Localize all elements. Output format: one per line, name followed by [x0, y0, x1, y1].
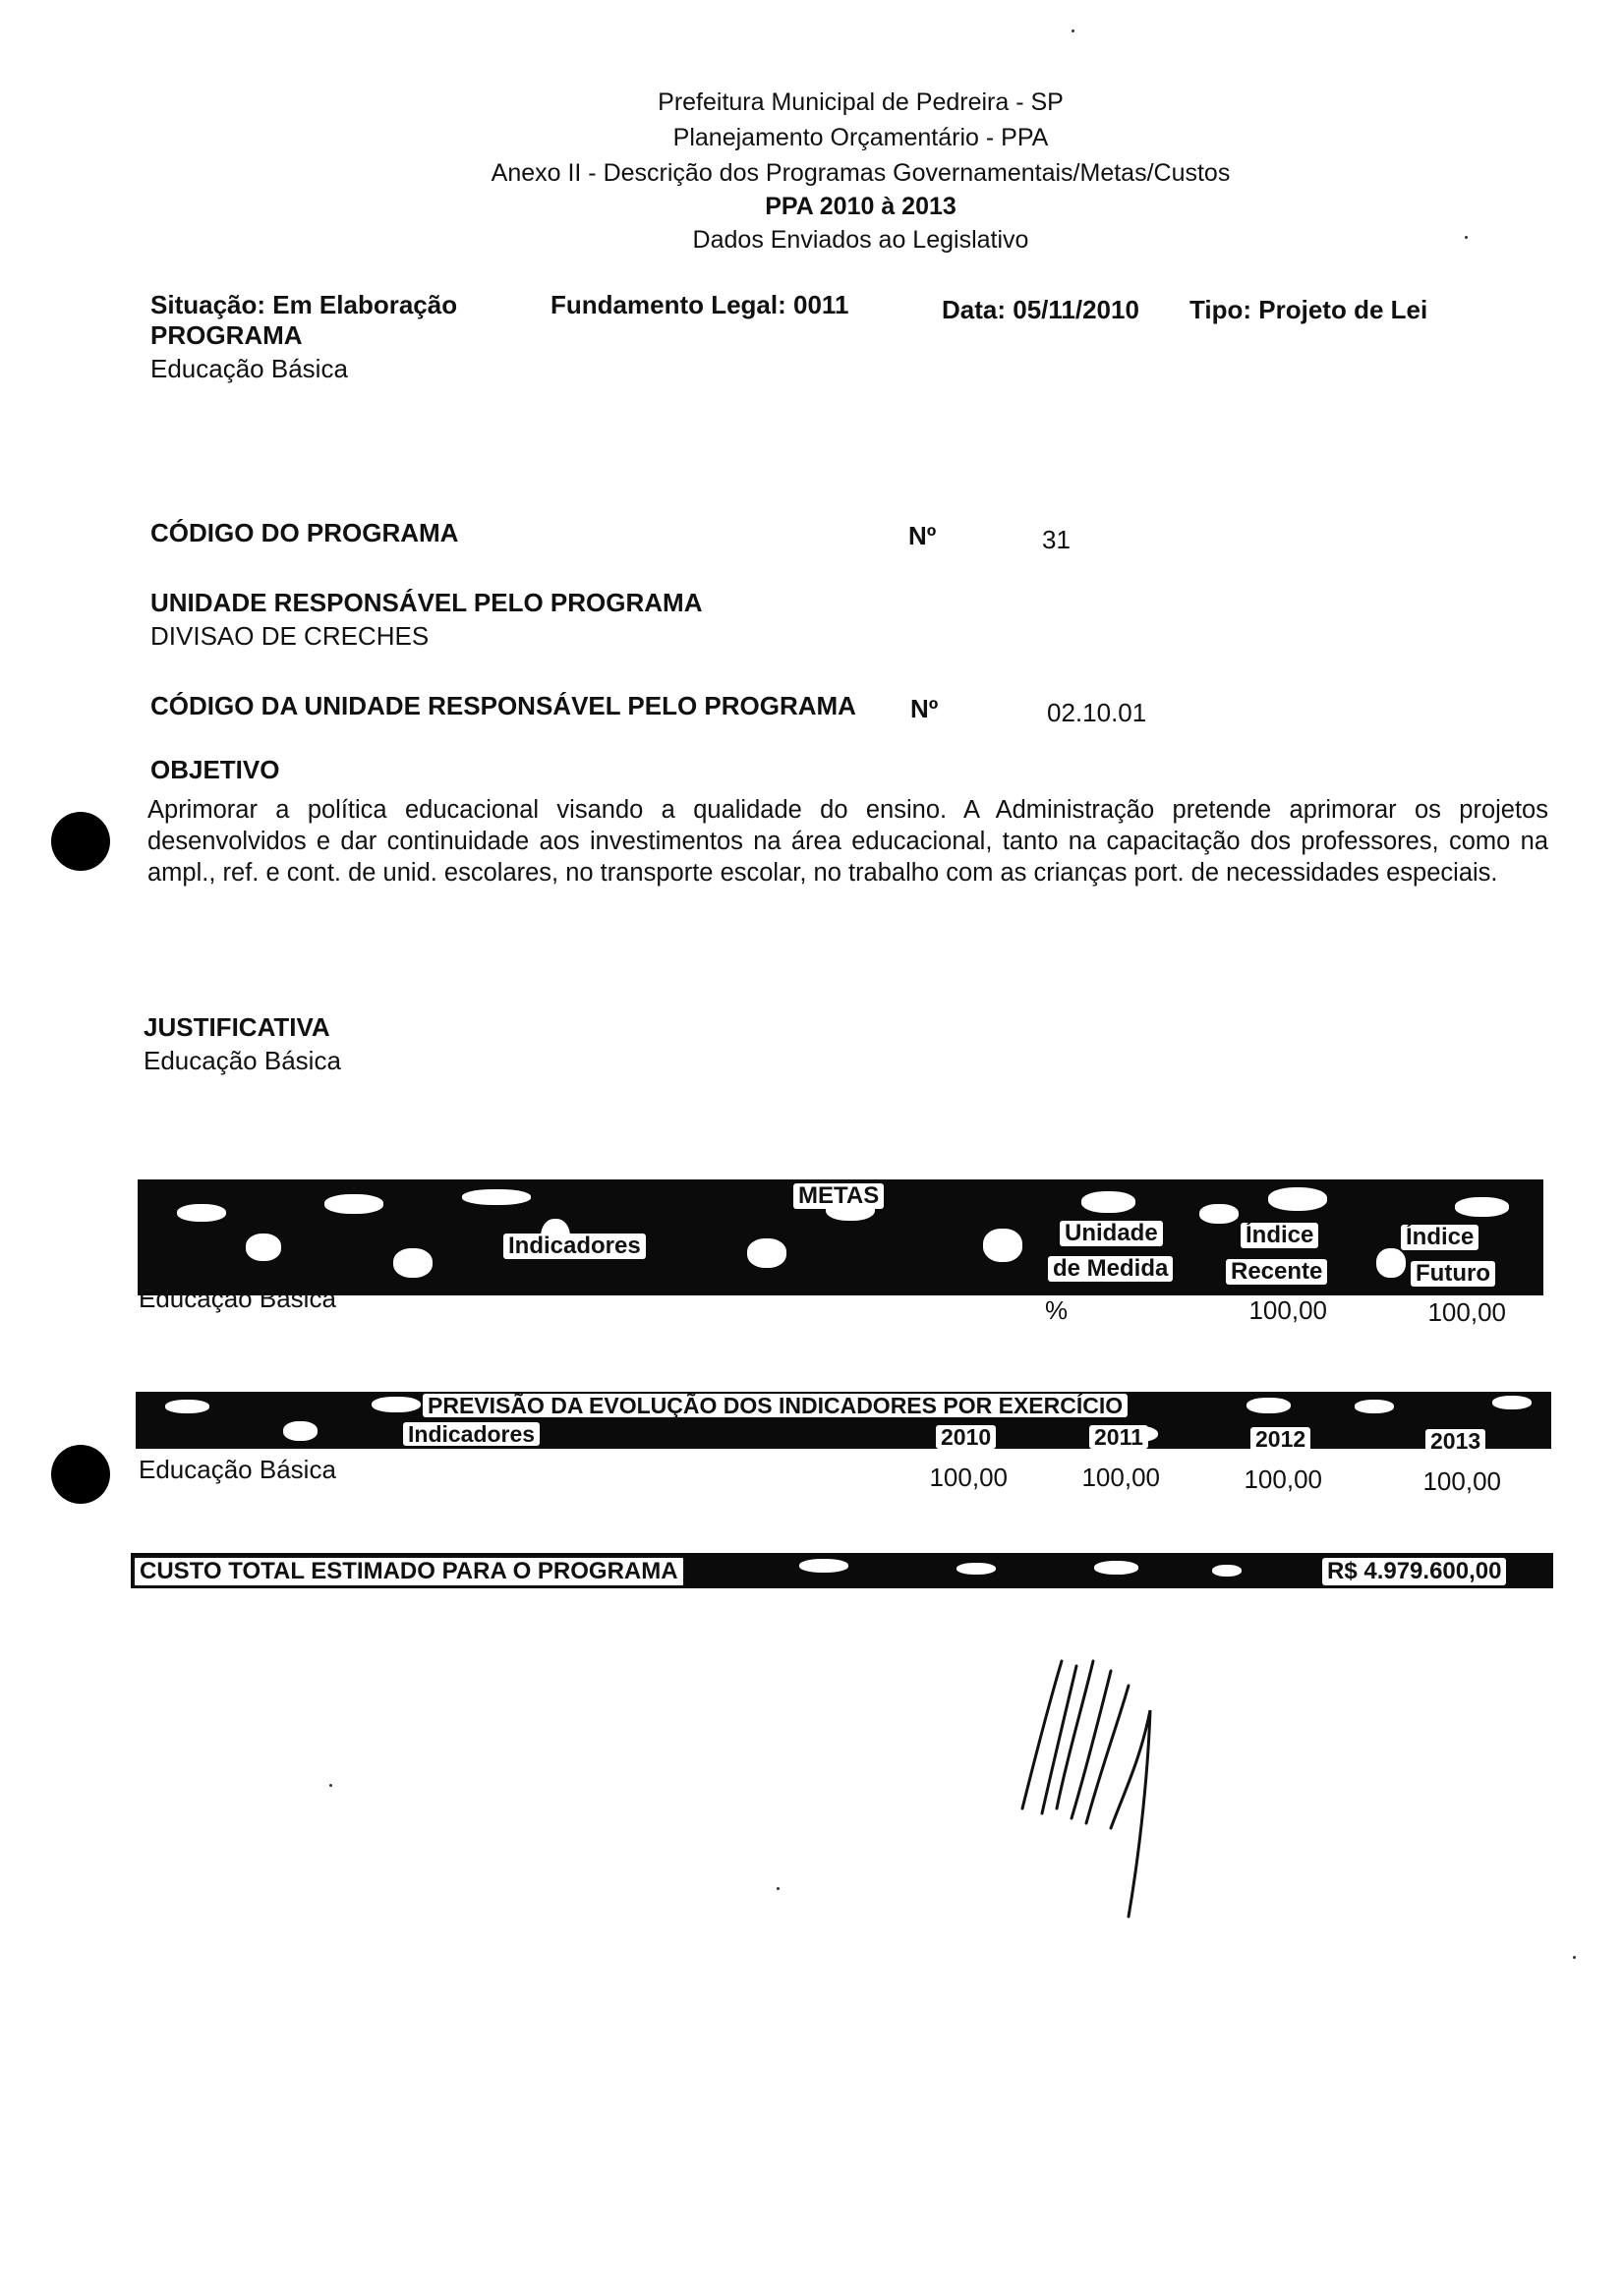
signature-mark	[1003, 1651, 1180, 1936]
previsao-row-value: 100,00	[1081, 1463, 1160, 1492]
previsao-row-value: 100,00	[929, 1463, 1008, 1492]
previsao-title: PREVISÃO DA EVOLUÇÃO DOS INDICADORES POR EXERCÍCIO	[423, 1394, 1128, 1417]
justificativa-value: Educação Básica	[144, 1046, 341, 1075]
previsao-col-year: 2013	[1425, 1429, 1485, 1453]
scan-speck	[777, 1887, 780, 1890]
metas-col-unidade-1: Unidade	[1060, 1221, 1163, 1246]
objetivo-label: OBJETIVO	[150, 755, 280, 784]
scan-speck	[1072, 29, 1074, 32]
metas-title: METAS	[793, 1183, 884, 1209]
previsao-col-year: 2011	[1089, 1425, 1148, 1449]
previsao-row-value: 100,00	[1422, 1466, 1501, 1496]
custo-value: R$ 4.979.600,00	[1322, 1558, 1506, 1585]
hole-punch	[51, 812, 110, 871]
header-planning: Planejamento Orçamentário - PPA	[672, 124, 1049, 151]
metas-col-recente-2: Recente	[1226, 1259, 1327, 1285]
codigo-unidade-no: Nº	[910, 694, 939, 723]
header-municipality: Prefeitura Municipal de Pedreira - SP	[658, 88, 1064, 116]
status-situacao: Situação: Em Elaboração	[150, 290, 458, 319]
header-ppa-period: PPA 2010 à 2013	[765, 193, 956, 220]
objetivo-text: Aprimorar a política educacional visando a qualidade do ensino. A Administração pretende aprimorar os projetos desenvolvidos e dar continuidade aos investimentos na área educacional, tanto na capacitação dos professores, como na ampl., ref. e cont. de unid. escolares, no transporte escolar, no trabalho com as crianças port. de necessidades especiais.	[147, 796, 1548, 887]
custo-label: CUSTO TOTAL ESTIMADO PARA O PROGRAMA	[133, 1556, 685, 1587]
metas-col-futuro-2: Futuro	[1411, 1261, 1495, 1287]
metas-row-unidade: %	[1045, 1295, 1069, 1325]
programa-label: PROGRAMA	[150, 320, 303, 350]
hole-punch	[51, 1445, 110, 1504]
codigo-unidade-value: 02.10.01	[1047, 698, 1147, 727]
scan-speck	[1573, 1956, 1576, 1959]
codigo-programa-no: Nº	[908, 521, 937, 550]
previsao-row-value: 100,00	[1244, 1464, 1322, 1494]
unidade-label: UNIDADE RESPONSÁVEL PELO PROGRAMA	[150, 588, 703, 617]
header-annex: Anexo II - Descrição dos Programas Governamentais/Metas/Custos	[491, 159, 1231, 187]
metas-col-unidade-2: de Medida	[1048, 1256, 1173, 1282]
header-sent-to-legislative: Dados Enviados ao Legislativo	[692, 226, 1029, 254]
programa-value: Educação Básica	[150, 354, 348, 383]
previsao-col-year: 2010	[936, 1425, 996, 1449]
metas-col-recente-1: Índice	[1241, 1223, 1318, 1248]
document-type: Tipo: Projeto de Lei	[1189, 295, 1428, 324]
metas-col-futuro-1: Índice	[1401, 1225, 1478, 1250]
metas-row-recente: 100,00	[1248, 1295, 1327, 1325]
codigo-programa-value: 31	[1042, 525, 1071, 554]
justificativa-label: JUSTIFICATIVA	[144, 1012, 330, 1042]
unidade-value: DIVISAO DE CRECHES	[150, 621, 430, 651]
legal-basis: Fundamento Legal: 0011	[551, 290, 849, 319]
previsao-col-year: 2012	[1250, 1427, 1310, 1451]
scan-speck	[329, 1784, 332, 1787]
metas-row-indicador: Educação Básica	[139, 1284, 336, 1313]
metas-row-futuro: 100,00	[1427, 1297, 1506, 1327]
document-date: Data: 05/11/2010	[942, 295, 1139, 324]
codigo-programa-label: CÓDIGO DO PROGRAMA	[150, 518, 459, 547]
previsao-col-indicadores: Indicadores	[403, 1422, 540, 1446]
scan-speck	[1465, 236, 1468, 239]
previsao-row-indicador: Educação Básica	[139, 1455, 336, 1484]
metas-col-indicadores: Indicadores	[503, 1234, 646, 1259]
codigo-unidade-label: CÓDIGO DA UNIDADE RESPONSÁVEL PELO PROGRAMA	[150, 691, 856, 720]
